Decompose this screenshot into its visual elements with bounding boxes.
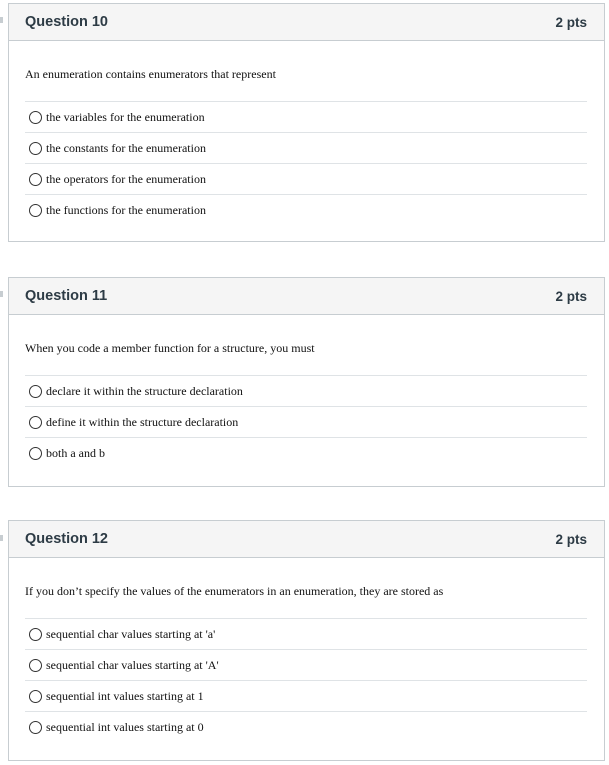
answer-option[interactable] [25, 195, 587, 226]
answer-option[interactable] [25, 407, 587, 438]
radio-button[interactable] [29, 416, 42, 429]
question-points: 2 pts [555, 288, 587, 304]
answer-option[interactable] [25, 712, 587, 743]
radio-button[interactable] [29, 447, 42, 460]
answer-option[interactable] [25, 102, 587, 133]
answer-option[interactable] [25, 133, 587, 164]
answer-label[interactable]: define it within the structure declaration [46, 414, 239, 429]
question-title: Question 10 [25, 14, 108, 30]
question-flag-marker [0, 17, 3, 23]
radio-button[interactable] [29, 204, 42, 217]
answer-list [25, 618, 587, 743]
answer-option[interactable] [25, 681, 587, 712]
answer-option[interactable] [25, 650, 587, 681]
answer-label[interactable]: sequential char values starting at 'A' [46, 657, 219, 672]
answer-option[interactable] [25, 438, 587, 469]
radio-button[interactable] [29, 690, 42, 703]
question-flag-marker [0, 535, 3, 541]
answer-label[interactable]: both a and b [46, 446, 105, 460]
answer-option[interactable] [25, 376, 587, 407]
radio-button[interactable] [29, 628, 42, 641]
radio-button[interactable] [29, 385, 42, 398]
answer-label[interactable]: sequential int values starting at 0 [46, 720, 204, 734]
question-10 [8, 3, 605, 242]
answer-list [25, 101, 587, 226]
question-text: When you code a member function for a structure, you must [25, 341, 315, 355]
question-text: If you don’t specify the values of the enumerators in an enumeration, they are stored as [25, 584, 444, 598]
question-header [9, 521, 604, 558]
answer-label[interactable]: sequential int values starting at 1 [46, 688, 204, 703]
question-title: Question 12 [25, 531, 108, 547]
question-title: Question 11 [25, 288, 108, 304]
answer-label[interactable]: the variables for the enumeration [46, 109, 205, 124]
question-header [9, 278, 604, 315]
answer-option[interactable] [25, 164, 587, 195]
radio-button[interactable] [29, 173, 42, 186]
radio-button[interactable] [29, 142, 42, 155]
answer-label[interactable]: declare it within the structure declaration [46, 383, 243, 398]
question-11 [8, 277, 605, 487]
answer-label[interactable]: the operators for the enumeration [46, 171, 206, 186]
question-header [9, 4, 604, 41]
answer-label[interactable]: the constants for the enumeration [46, 140, 206, 155]
radio-button[interactable] [29, 721, 42, 734]
question-flag-marker [0, 291, 3, 297]
answer-list [25, 375, 587, 469]
radio-button[interactable] [29, 111, 42, 124]
question-points: 2 pts [555, 531, 587, 547]
answer-label[interactable]: the functions for the enumeration [46, 203, 206, 217]
question-text: An enumeration contains enumerators that represent [25, 67, 276, 81]
question-points: 2 pts [555, 14, 587, 30]
answer-option[interactable] [25, 619, 587, 650]
radio-button[interactable] [29, 659, 42, 672]
answer-label[interactable]: sequential char values starting at 'a' [46, 626, 216, 641]
question-12 [8, 520, 605, 761]
